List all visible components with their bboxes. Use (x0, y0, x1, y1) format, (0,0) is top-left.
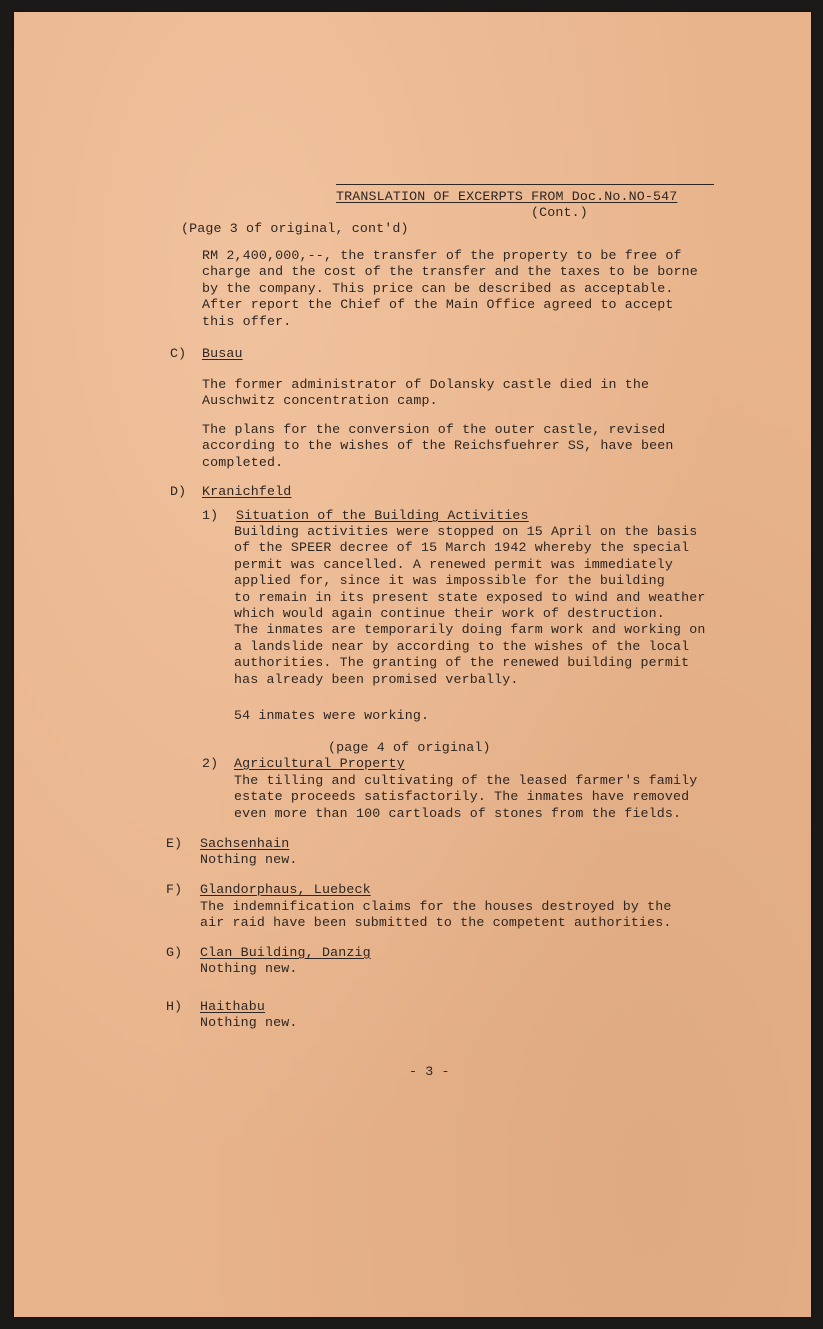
item-1-heading: Situation of the Building Activities (236, 508, 529, 523)
section-f-heading: Glandorphaus, Luebeck (200, 882, 371, 897)
page-4-marker: (page 4 of original) (328, 740, 491, 755)
item-1-line: applied for, since it was impossible for the building (234, 573, 665, 589)
intro-line: by the company. This price can be described as acceptable. (202, 280, 674, 296)
item-1-line: which would again continue their work of destruction. (234, 606, 665, 622)
intro-line: After report the Chief of the Main Office agreed to accept (202, 297, 674, 313)
page-note: (Page 3 of original, cont'd) (181, 221, 409, 236)
section-h-heading: Haithabu (200, 999, 266, 1014)
section-e-text: Nothing new. (200, 852, 298, 867)
item-1-number: 1) (202, 508, 219, 523)
item-2-line: The tilling and cultivating of the leased farmer's family (234, 773, 698, 788)
item-1-line: a landslide near by according to the wishes of the local (234, 638, 690, 654)
document-title: TRANSLATION OF EXCERPTS FROM Doc.No.NO-547 (336, 189, 678, 204)
document-title-cont: (Cont.) (531, 205, 588, 220)
item-2-heading: Agricultural Property (234, 756, 405, 771)
section-h-text: Nothing new. (200, 1015, 298, 1030)
item-1-line: Building activities were stopped on 15 April on the basis (234, 524, 698, 539)
section-c-paragraph-2 (202, 422, 674, 471)
section-f-line: air raid have been submitted to the competent authorities. (200, 915, 672, 931)
section-f-letter: F) (166, 882, 183, 897)
item-2-number: 2) (202, 756, 219, 771)
section-c-line: completed. (202, 454, 284, 470)
section-e-heading: Sachsenhain (200, 836, 290, 851)
item-2-line: estate proceeds satisfactorily. The inmates have removed (234, 789, 690, 805)
section-d-heading: Kranichfeld (202, 484, 292, 499)
intro-line: charge and the cost of the transfer and the taxes to be borne (202, 264, 698, 280)
document-page (14, 12, 811, 1317)
item-1-paragraph (234, 524, 706, 688)
section-g-heading: Clan Building, Danzig (200, 945, 371, 960)
section-c-paragraph-1 (202, 377, 649, 410)
item-1-line: has already been promised verbally. (234, 671, 519, 687)
title-top-rule (336, 184, 714, 185)
section-f-paragraph (200, 899, 672, 932)
intro-line: RM 2,400,000,--, the transfer of the property to be free of (202, 248, 682, 263)
section-f-line: The indemnification claims for the houses destroyed by the (200, 899, 672, 914)
section-e-letter: E) (166, 836, 183, 851)
section-c-line: Auschwitz concentration camp. (202, 393, 438, 409)
item-1-line: permit was cancelled. A renewed permit was immediately (234, 556, 673, 572)
section-g-letter: G) (166, 945, 183, 960)
item-1-line: of the SPEER decree of 15 March 1942 whereby the special (234, 540, 690, 556)
intro-line: this offer. (202, 313, 292, 329)
page-number: - 3 - (409, 1064, 450, 1079)
item-2-paragraph (234, 773, 697, 822)
section-h-letter: H) (166, 999, 183, 1014)
item-1-line: The inmates are temporarily doing farm work and working on (234, 622, 706, 638)
item-1-line: authorities. The granting of the renewed building permit (234, 655, 690, 671)
section-d-letter: D) (170, 484, 187, 499)
section-c-line: The former administrator of Dolansky castle died in the (202, 377, 650, 392)
section-c-letter: C) (170, 346, 187, 361)
section-c-line: The plans for the conversion of the outer castle, revised (202, 422, 666, 437)
item-1-line: to remain in its present state exposed to wind and weather (234, 589, 706, 605)
section-c-heading: Busau (202, 346, 243, 361)
item-1-note: 54 inmates were working. (234, 708, 430, 723)
section-g-text: Nothing new. (200, 961, 298, 976)
section-c-line: according to the wishes of the Reichsfuehrer SS, have been (202, 438, 674, 454)
intro-paragraph (202, 248, 698, 330)
item-2-line: even more than 100 cartloads of stones from the fields. (234, 805, 682, 821)
